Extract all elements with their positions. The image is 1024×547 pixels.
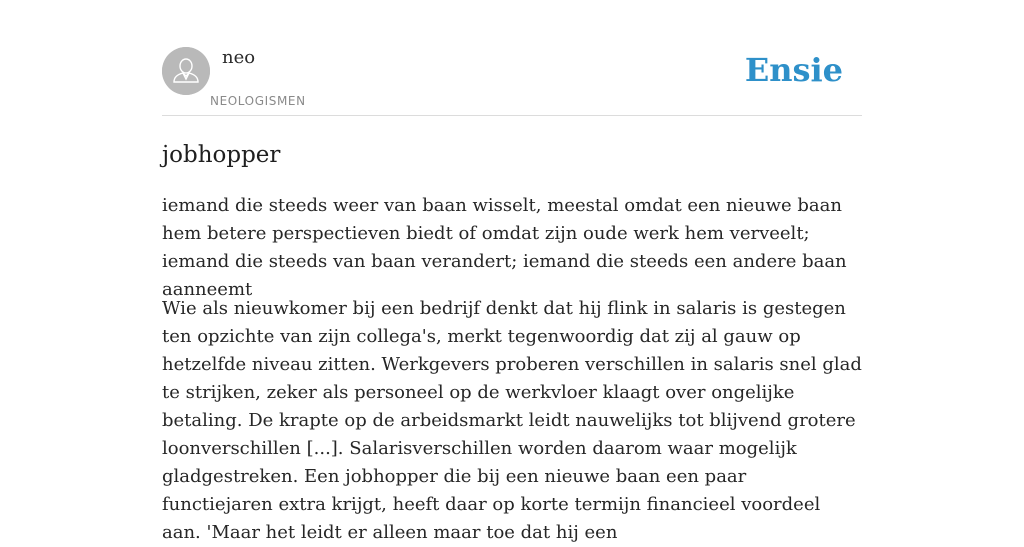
entry-page	[162, 0, 862, 543]
entry-example: Wie als nieuwkomer bij een bedrijf denkt dat hij flink in salaris is gestegen ten opzichte van zijn collega's, merkt tegenwoordig dat zij al gauw op hetzelfde niveau zitten. Werkgevers proberen verschillen in salaris snel glad te strijken, zeker als personeel op de werkvloer klaagt over ongelijke betaling. De krapte op de arbeidsmarkt leidt nauwelijks tot blijvend grotere loonverschillen [...]. Salarisverschillen worden daarom waar mogelijk gladgestreken. Een jobhopper die bij een nieuwe baan een paar functiejaren extra krijgt, heeft daar op korte termijn financieel voordeel aan. 'Maar het leidt er alleen maar toe dat hij een	[162, 298, 862, 543]
author-name[interactable]: neo	[222, 47, 256, 68]
user-silhouette-icon	[162, 47, 210, 95]
entry-definition: iemand die steeds weer van baan wisselt, meestal omdat een nieuwe baan hem betere perspectieven biedt of omdat zijn oude werk hem verveelt; iemand die steeds van baan verandert; iemand die steeds een andere baan aanneemt	[162, 195, 847, 300]
brand-logo[interactable]: Ensie	[744, 51, 843, 89]
category-label[interactable]: NEOLOGISMEN	[210, 94, 306, 108]
author-avatar[interactable]	[162, 47, 210, 95]
entry-title: jobhopper	[162, 142, 281, 168]
entry-header	[162, 0, 862, 116]
